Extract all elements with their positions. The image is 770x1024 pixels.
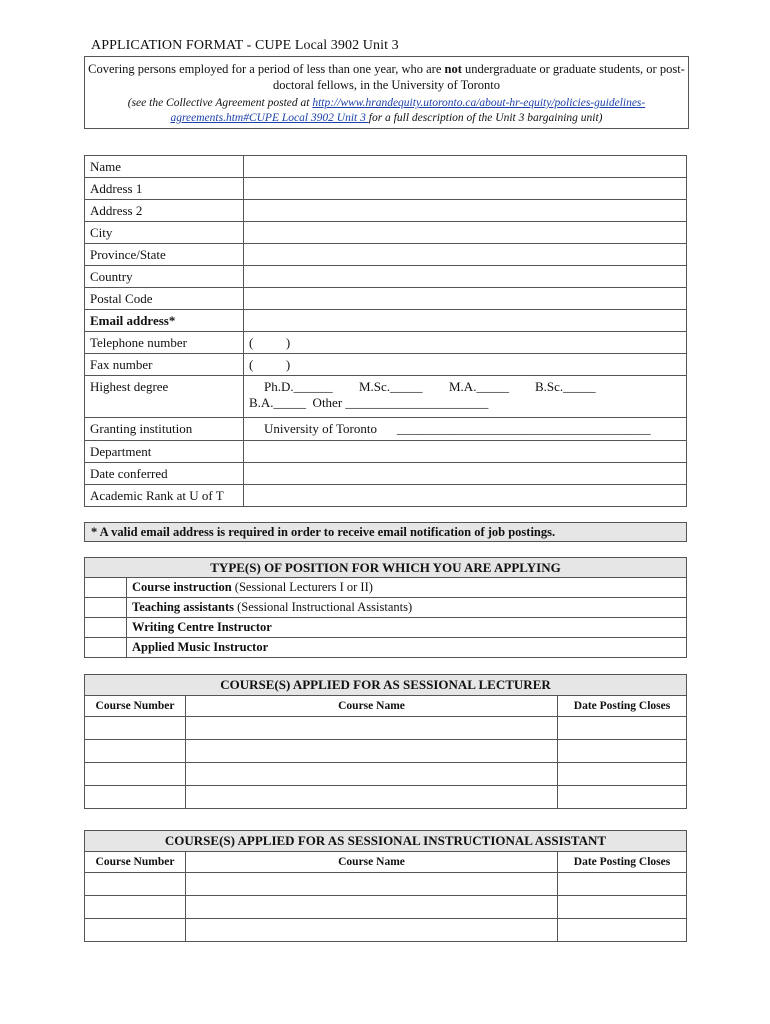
writing-centre-checkbox[interactable] [85,618,127,638]
email-label: Email address* [85,310,244,332]
assistant-courses-table [84,830,687,942]
course-number-header: Course Number [85,696,186,717]
applied-music-checkbox[interactable] [85,638,127,658]
note-post: for a full description of the Unit 3 bargaining unit) [368,112,603,124]
country-field[interactable] [244,266,687,288]
course-number-cell[interactable] [85,919,186,942]
address2-label: Address 2 [85,200,244,222]
date-posting-closes-header: Date Posting Closes [558,696,687,717]
email-notice: * A valid email address is required in order to receive email notification of job postings. [84,522,687,542]
degree-bsc: B.Sc._____ [535,379,596,394]
course-number-cell[interactable] [85,717,186,740]
form-title: APPLICATION FORMAT - CUPE Local 3902 Unit 3 [91,38,399,53]
note-pre: (see the Collective Agreement posted at [127,97,313,109]
course-name-cell[interactable] [186,873,558,896]
position-types-heading: TYPE(S) OF POSITION FOR WHICH YOU ARE APPLYING [85,558,687,578]
position-type-detail: (Sessional Instructional Assistants) [234,600,413,614]
academic-rank-label: Academic Rank at U of T [85,485,244,507]
position-type-name: Writing Centre Instructor [132,620,272,634]
granting-institution-line: _______________________________________ [397,421,651,436]
position-type-item [127,578,687,598]
teaching-assistants-checkbox[interactable] [85,598,127,618]
province-field[interactable] [244,244,687,266]
granting-institution-value: University of Toronto [264,421,377,436]
intro-text-pre: Covering persons employed for a period of less than one year, who are [88,62,445,76]
granting-institution-field[interactable] [244,418,687,441]
position-type-detail: (Sessional Lecturers I or II) [231,580,373,594]
department-field[interactable] [244,441,687,463]
date-closes-cell[interactable] [558,919,687,942]
intro-box [84,56,689,129]
course-name-cell[interactable] [186,763,558,786]
postal-code-label: Postal Code [85,288,244,310]
position-type-name: Teaching assistants [132,600,234,614]
name-label: Name [85,156,244,178]
date-closes-cell[interactable] [558,873,687,896]
degree-label: Highest degree [85,376,244,418]
date-conferred-field[interactable] [244,463,687,485]
fax-parens: ( ) [249,356,291,372]
table-row [85,873,687,896]
granting-institution-label: Granting institution [85,418,244,441]
province-label: Province/State [85,244,244,266]
course-number-cell[interactable] [85,740,186,763]
degree-msc: M.Sc._____ [359,379,423,394]
position-type-item [127,618,687,638]
telephone-parens: ( ) [249,334,291,350]
department-label: Department [85,441,244,463]
table-row [85,717,687,740]
table-row [85,740,687,763]
date-posting-closes-header: Date Posting Closes [558,852,687,873]
degree-phd: Ph.D.______ [264,379,333,394]
collective-agreement-link[interactable]: http://www.hrandequity.utoronto.ca/about-hr-equity/policies-guidelines-agreements.htm#CUPE Local 3902 Unit 3 [170,97,646,124]
postal-code-field[interactable] [244,288,687,310]
city-field[interactable] [244,222,687,244]
course-name-cell[interactable] [186,740,558,763]
degree-field[interactable] [244,376,687,418]
name-field[interactable] [244,156,687,178]
date-closes-cell[interactable] [558,740,687,763]
course-name-header: Course Name [186,852,558,873]
date-closes-cell[interactable] [558,717,687,740]
course-name-cell[interactable] [186,786,558,809]
date-conferred-label: Date conferred [85,463,244,485]
table-row [85,919,687,942]
table-row [85,896,687,919]
course-name-cell[interactable] [186,717,558,740]
degree-other: B.A._____ Other ______________________ [249,395,489,410]
address1-field[interactable] [244,178,687,200]
degree-ma: M.A._____ [449,379,509,394]
course-name-cell[interactable] [186,919,558,942]
date-closes-cell[interactable] [558,763,687,786]
position-type-item [127,598,687,618]
course-name-header: Course Name [186,696,558,717]
address2-field[interactable] [244,200,687,222]
fax-label: Fax number [85,354,244,376]
intro-text-bold: not [444,62,462,76]
intro-text-post: undergraduate or graduate students, or post-doctoral fellows, in the University of Toronto [273,62,685,92]
lecturer-courses-heading: COURSE(S) APPLIED FOR AS SESSIONAL LECTURER [85,675,687,696]
course-number-cell[interactable] [85,873,186,896]
country-label: Country [85,266,244,288]
agreement-note [85,96,688,126]
academic-rank-field[interactable] [244,485,687,507]
course-number-header: Course Number [85,852,186,873]
telephone-field[interactable] [244,332,687,354]
course-number-cell[interactable] [85,896,186,919]
email-field[interactable] [244,310,687,332]
course-number-cell[interactable] [85,786,186,809]
telephone-label: Telephone number [85,332,244,354]
position-type-item [127,638,687,658]
course-instruction-checkbox[interactable] [85,578,127,598]
table-row [85,786,687,809]
position-type-name: Course instruction [132,580,232,594]
course-name-cell[interactable] [186,896,558,919]
intro-text [85,61,688,93]
city-label: City [85,222,244,244]
date-closes-cell[interactable] [558,896,687,919]
position-types-table [84,557,687,658]
address1-label: Address 1 [85,178,244,200]
table-row [85,763,687,786]
course-number-cell[interactable] [85,763,186,786]
assistant-courses-heading: COURSE(S) APPLIED FOR AS SESSIONAL INSTRUCTIONAL ASSISTANT [85,831,687,852]
applicant-info-table [84,155,687,507]
position-type-name: Applied Music Instructor [132,640,269,654]
date-closes-cell[interactable] [558,786,687,809]
fax-field[interactable] [244,354,687,376]
lecturer-courses-table [84,674,687,809]
